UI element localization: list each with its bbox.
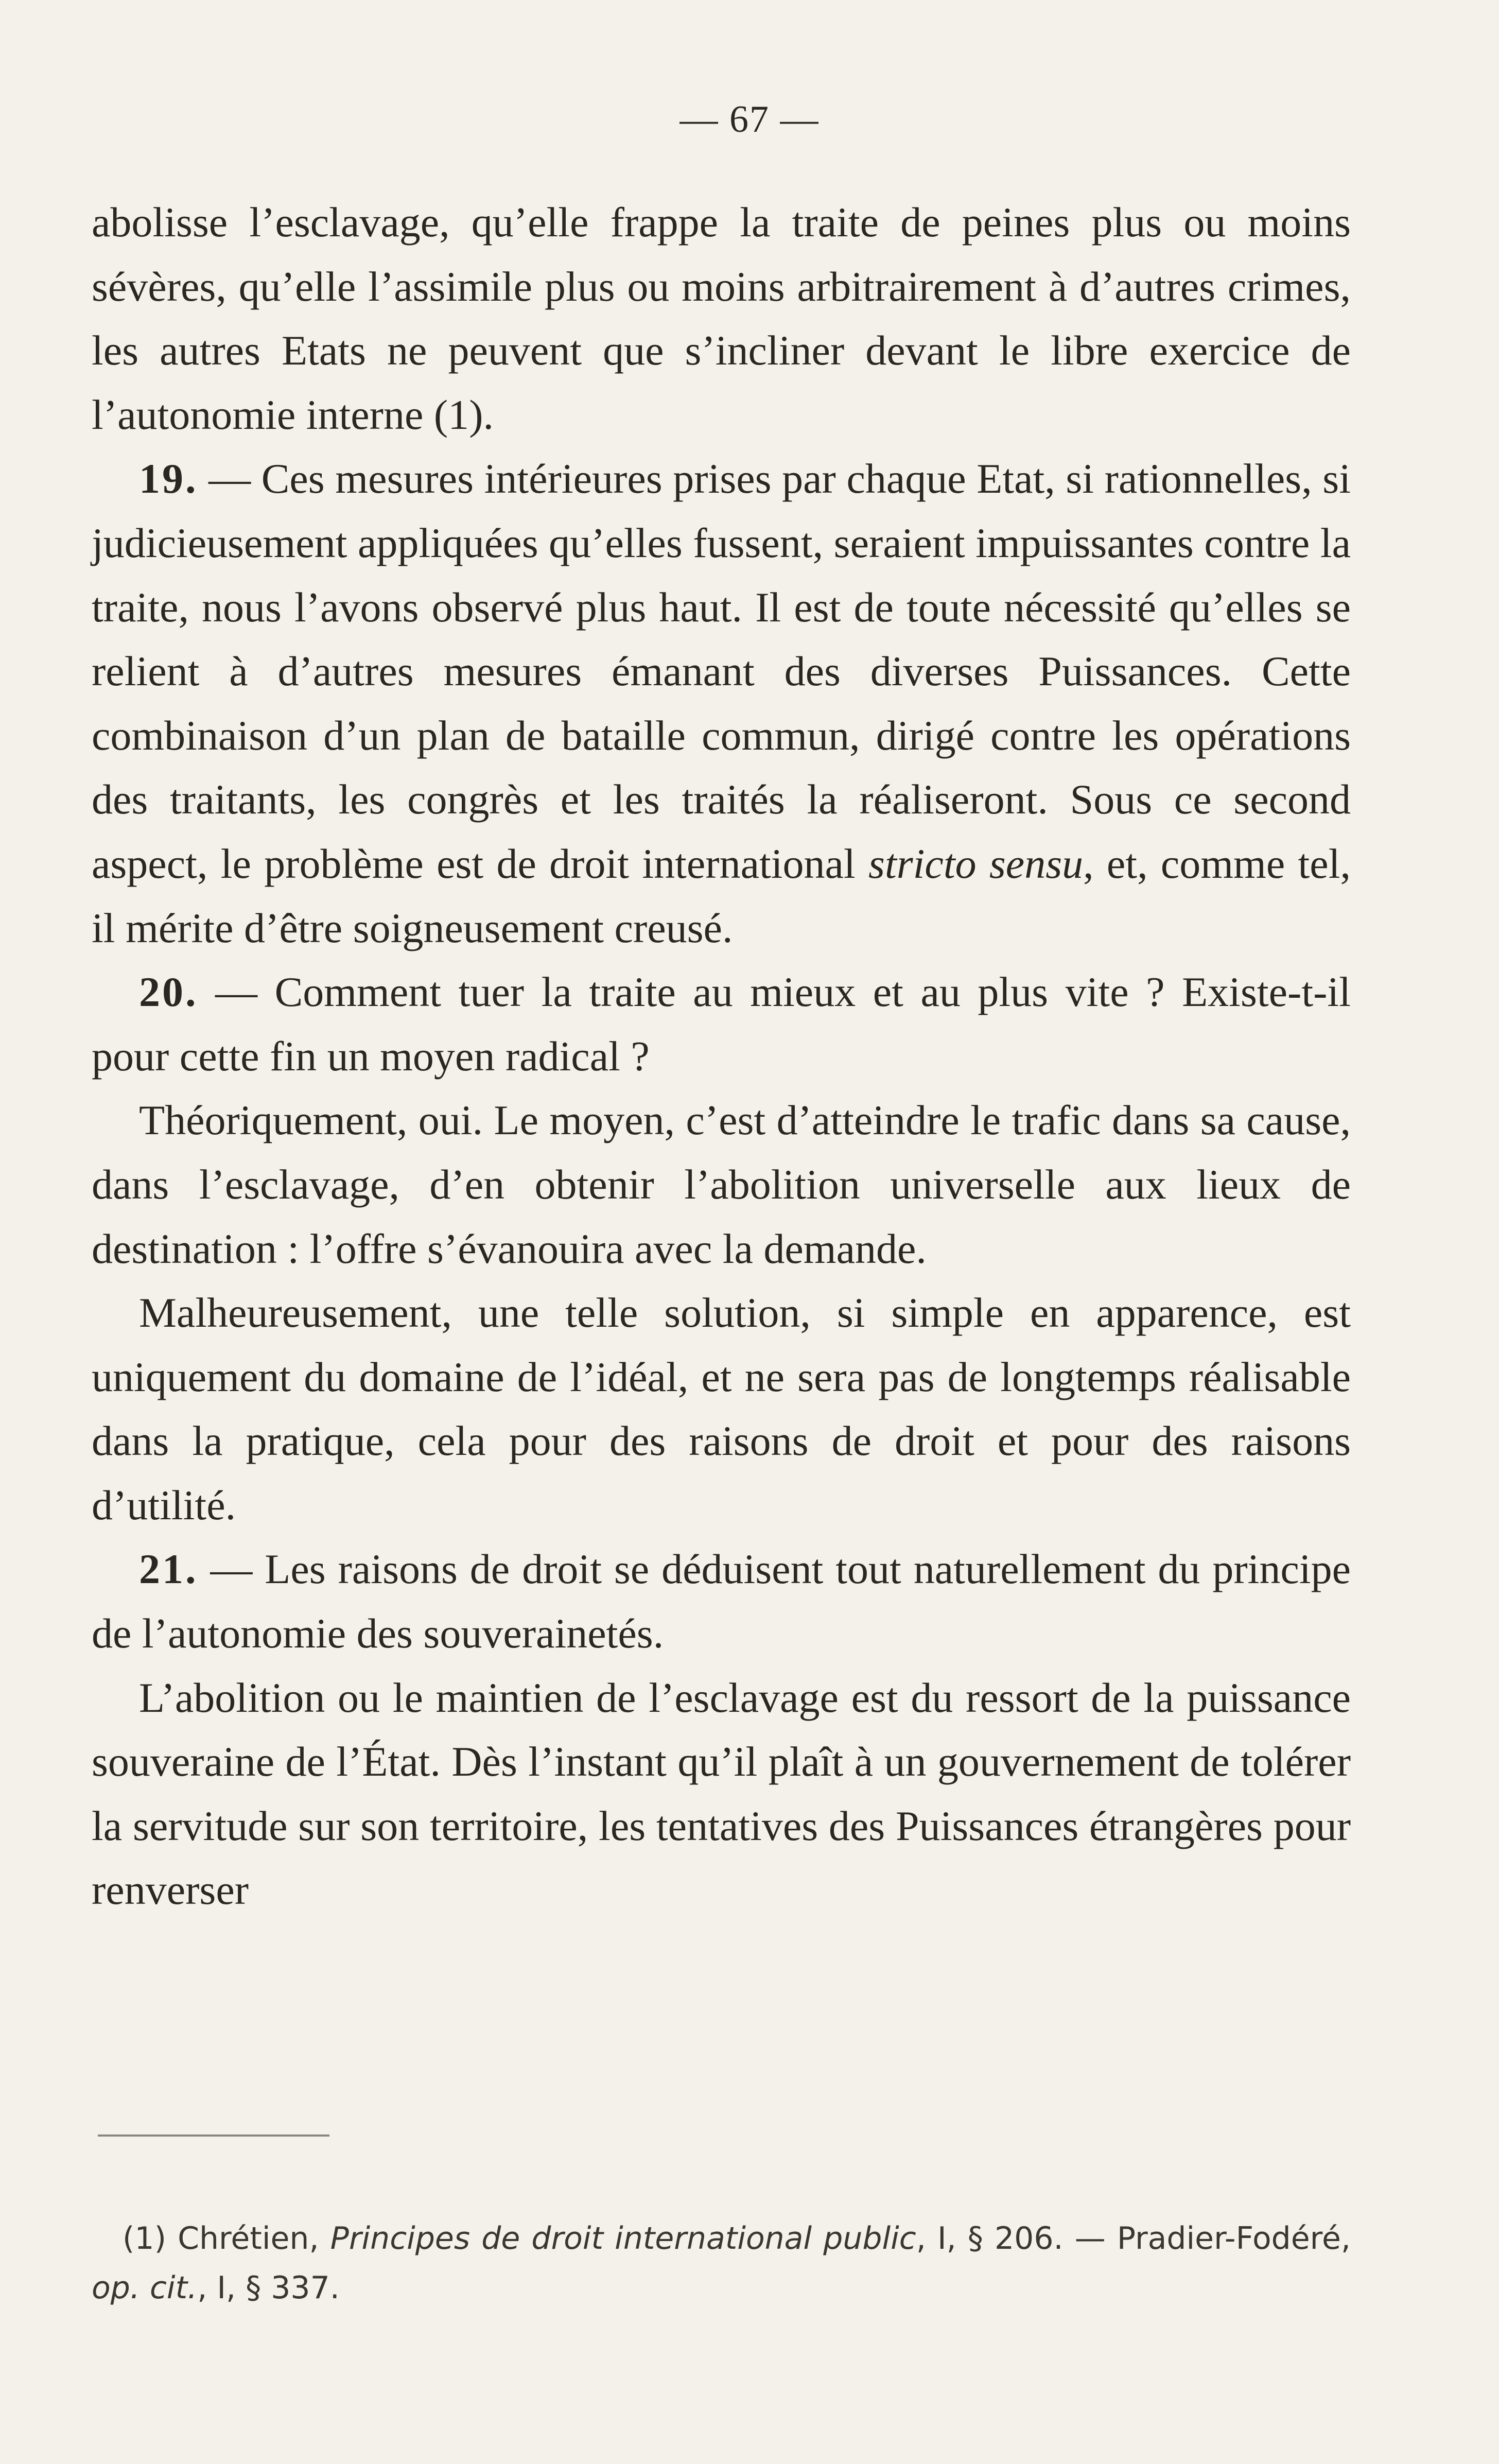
paragraph-p2	[92, 447, 1351, 960]
section-number: 19.	[139, 455, 198, 502]
text-run: — Comment tuer la traite au mieux et au plus vite ? Existe-t-il pour cette fin un moyen radical ?	[92, 968, 1351, 1080]
text-run: (1) Chrétien,	[123, 2220, 330, 2257]
page-number: — 67 —	[679, 98, 820, 141]
paragraph-p4	[92, 1088, 1351, 1281]
text-run: abolisse l’esclavage, qu’elle frappe la traite de peines plus ou moins sévères, qu’elle l’assimile plus ou moins arbitrairement à d’autres crimes, les autres Etats ne peuvent que s’incliner devant le libre exercice de l’autonomie interne (1).	[92, 199, 1351, 438]
footnote-text	[92, 2214, 1351, 2313]
text-run: Malheureusement, une telle solution, si simple en apparence, est uniquement du domaine de l’idéal, et ne sera pas de longtemps réalisable dans la pratique, cela pour des raisons de droit et pour des raisons d’utilité.	[92, 1289, 1351, 1529]
footnote	[92, 2214, 1351, 2313]
section-number: 20.	[139, 968, 198, 1016]
italic-text: Principes de droit international public	[330, 2220, 916, 2257]
paragraph-p3	[92, 960, 1351, 1088]
paragraph-p5	[92, 1281, 1351, 1537]
text-run: — Les raisons de droit se déduisent tout naturellement du principe de l’autonomie des souverainetés.	[92, 1546, 1351, 1657]
text-run: — Ces mesures intérieures prises par chaque Etat, si rationnelles, si judicieusement appliquées qu’elles fussent, seraient impuissantes contre la traite, nous l’avons observé plus haut. Il est de toute nécessité qu’elles se relient à d’autres mesures émanant des diverses Puissances. Cette combinaison d’un plan de bataille commun, dirigé contre les opérations des traitants, les congrès et les traités la réaliseront. Sous ce second aspect, le problème est de droit international	[92, 455, 1351, 887]
paragraph-p6	[92, 1537, 1351, 1665]
text-run: L’abolition ou le maintien de l’esclavage est du ressort de la puissance souveraine de l’État. Dès l’instant qu’il plaît à un gouvernement de tolérer la servitude sur son territoire, les tentatives des Puissances étrangères pour renverser	[92, 1674, 1351, 1914]
text-run: , I, § 206. — Pradier-Fodéré,	[916, 2220, 1351, 2257]
text-run: Théoriquement, oui. Le moyen, c’est d’atteindre le trafic dans sa cause, dans l’esclavage, d’en obtenir l’abolition universelle aux lieux de destination : l’offre s’évanouira avec la demande.	[92, 1097, 1351, 1272]
italic-text: op. cit.	[92, 2270, 198, 2306]
footnote-divider	[98, 2135, 329, 2137]
paragraph-p7	[92, 1666, 1351, 1922]
italic-text: stricto sensu	[868, 840, 1084, 887]
section-number: 21.	[139, 1546, 198, 1593]
paragraph-p1	[92, 190, 1351, 447]
body-text	[92, 190, 1351, 1922]
text-run: , et, comme tel, il mérite d’être soigneusement creusé.	[92, 840, 1351, 951]
text-run: , I, § 337.	[197, 2270, 340, 2306]
